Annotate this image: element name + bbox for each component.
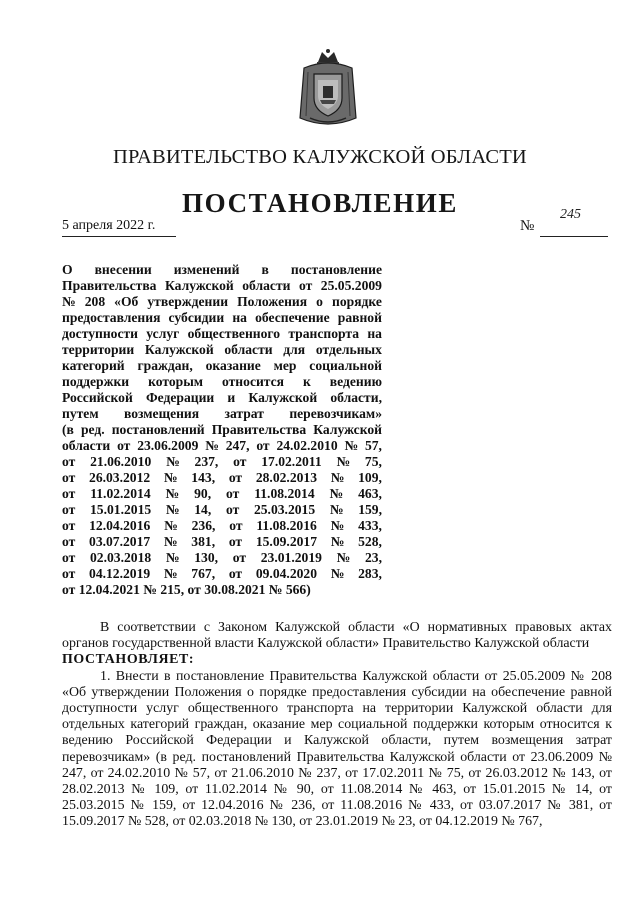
subject-line: от 12.04.2016 № 236, от 11.08.2016 № 433, (62, 518, 382, 533)
subject-line: от 21.06.2010 № 237, от 17.02.2011 № 75, (62, 454, 382, 469)
preamble-paragraph: В соответствии с Законом Калужской области «О нормативных правовых актах органов государственной власти Калужской области» Правительство Калужской области (62, 620, 612, 652)
subject-line: № 208 «Об утверждении Положения о порядке (62, 294, 382, 309)
coat-of-arms-icon (296, 48, 360, 130)
subject-line: от 15.01.2015 № 14, от 25.03.2015 № 159, (62, 502, 382, 517)
subject-line: от 02.03.2018 № 130, от 23.01.2019 № 23, (62, 550, 382, 565)
subject-line: доступности услуг общественного транспорта на (62, 326, 382, 341)
subject-line: категорий граждан, оказание мер социальной (62, 358, 382, 373)
document-number: 245 (560, 207, 581, 222)
subject-line: (в ред. постановлений Правительства Калужской (62, 422, 382, 437)
subject-line: от 11.02.2014 № 90, от 11.08.2014 № 463, (62, 486, 382, 501)
subject-line: от 03.07.2017 № 381, от 15.09.2017 № 528, (62, 534, 382, 549)
subject-block (62, 262, 382, 598)
document-type-title: ПОСТАНОВЛЕНИЕ (182, 188, 458, 218)
subject-line: предоставления субсидии на обеспечение равной (62, 310, 382, 325)
item-1-paragraph: 1. Внести в постановление Правительства Калужской области от 25.05.2009 № 208 «Об утверждении Положения о порядке предоставления субсидии на обеспечение равной доступности услуг общественного транспорта на территории Калужской области для отдельных категорий граждан, оказание мер социальной поддержки которым относится к ведению Российской Федерации и Калужской области, путем возмещения затрат перевозчикам» (в ред. постановлений Правительства Калужской области от 23.06.2009 № 247, от 24.02.2010 № 57, от 21.06.2010 № 237, от 17.02.2011 № 75, от 26.03.2012 № 143, от 28.02.2013 № 109, от 11.02.2014 № 90, от 11.08.2014 № 463, от 15.01.2015 № 14, от 25.03.2015 № 159, от 12.04.2016 № 236, от 11.08.2016 № 433, от 03.07.2017 № 381, от 15.09.2017 № 528, от 02.03.2018 № 130, от 23.01.2019 № 23, от 04.12.2019 № 767, (62, 668, 612, 830)
date-field: 5 апреля 2022 г. (62, 216, 176, 237)
subject-line: О внесении изменений в постановление (62, 262, 382, 277)
subject-line: территории Калужской области для отдельных (62, 342, 382, 357)
subject-line: от 04.12.2019 № 767, от 09.04.2020 № 283, (62, 566, 382, 581)
number-label: № (520, 218, 535, 234)
subject-line: Правительства Калужской области от 25.05.2009 (62, 278, 382, 293)
subject-line: от 12.04.2021 № 215, от 30.08.2021 № 566) (62, 582, 311, 597)
body-text (62, 620, 612, 831)
decree-word: ПОСТАНОВЛЯЕТ: (62, 652, 195, 668)
subject-line: области от 23.06.2009 № 247, от 24.02.2010 № 57, (62, 438, 382, 453)
authority-title: ПРАВИТЕЛЬСТВО КАЛУЖСКОЙ ОБЛАСТИ (113, 146, 527, 168)
subject-line: поддержки которым относится к ведению (62, 374, 382, 389)
subject-line: от 26.03.2012 № 143, от 28.02.2013 № 109, (62, 470, 382, 485)
subject-line: Российской Федерации и Калужской области, (62, 390, 382, 405)
subject-line: путем возмещения затрат перевозчикам» (62, 406, 382, 421)
